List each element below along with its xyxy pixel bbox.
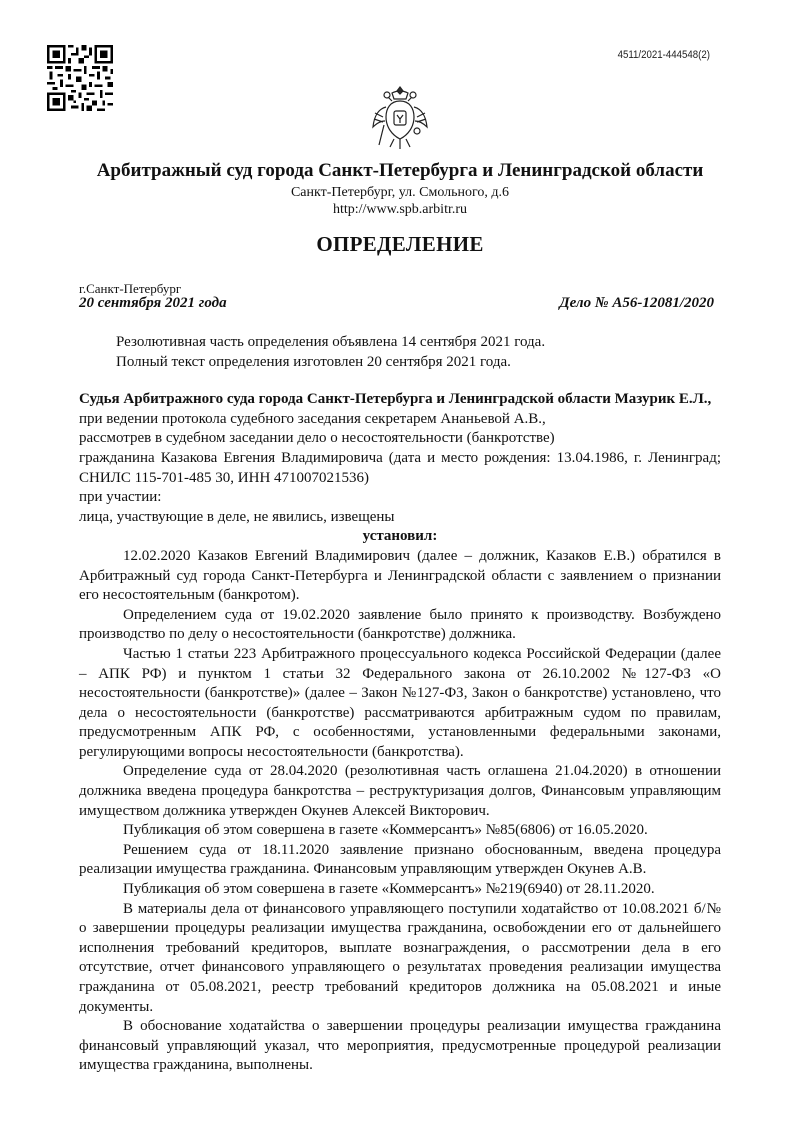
full-text-prepared: Полный текст определения изготовлен 20 сентября 2021 года. (116, 353, 511, 370)
secretary-line: при ведении протокола судебного заседания секретарем Ананьевой А.В., (79, 410, 546, 427)
russian-coat-of-arms-icon (370, 83, 430, 153)
court-url[interactable]: http://www.spb.arbitr.ru (332, 202, 468, 217)
paragraph: Решением суда от 18.11.2020 заявление признано обоснованным, введена процедура реализации имущества гражданина. Финансовым управляющим утвержден Окунев А.В. (79, 841, 721, 878)
judge-line: Судья Арбитражного суда города Санкт-Петербурга и Ленинградской области Мазурик Е.Л., (79, 391, 712, 408)
paragraph: 12.02.2020 Казаков Евгений Владимирович (далее – должник, Казаков Е.В.) обратился в Арбитражный суд города Санкт-Петербурга и Ленинградской области с заявлением о признании его несостоятельным (банкротом). (79, 547, 721, 604)
paragraph: Публикация об этом совершена в газете «Коммерсантъ» №85(6806) от 16.05.2020. (123, 822, 648, 839)
document-number: 4511/2021-444548(2) (617, 49, 710, 61)
resolution-announced: Резолютивная часть определения объявлена 14 сентября 2021 года. (116, 334, 546, 350)
paragraph: Определение суда от 28.04.2020 (резолютивная часть оглашена 21.04.2020) в отношении должника введена процедура банкротства – реструктуризация долгов, Финансовым управляющим имуществом должника утвержден Окунев Алексей Викторович. (79, 763, 721, 819)
established-heading: установил: (362, 528, 438, 545)
document-body (79, 333, 721, 1076)
debtor-line: гражданина Казакова Евгения Владимировича (дата и место рождения: 13.04.1986, г. Ленинград; СНИЛС 115-701-485 30, ИНН 471007021536) (79, 449, 721, 486)
qr-code-icon (47, 45, 113, 111)
document-title: ОПРЕДЕЛЕНИЕ (316, 232, 484, 256)
document-date: 20 сентября 2021 года (79, 295, 227, 311)
participation-label: при участии: (79, 489, 162, 506)
case-number: Дело № А56-12081/2020 (559, 295, 714, 311)
document-city: г.Санкт-Петербург (79, 281, 182, 296)
considered-line: рассмотрев в судебном заседании дело о несостоятельности (банкротстве) (79, 430, 555, 447)
paragraph: Частью 1 статьи 223 Арбитражного процессуального кодекса Российской Федерации (далее – АПК РФ) и пунктом 1 статьи 32 Федерального закона от 26.10.2002 №127-ФЗ «О несостоятельности (банкротстве)» (далее – Закон №127-ФЗ, Закон о банкротстве) установлено, что дела о несостоятельности (банкротстве) рассматриваются арбитражным судом по правилам, предусмотренным АПК РФ, с особенностями, установленными федеральными законами, регулирующими вопросы несостоятельности (банкротства). (79, 645, 721, 760)
paragraph: Определением суда от 19.02.2020 заявление было принято к производству. Возбуждено производство по делу о несостоятельности (банкротстве) должника. (79, 606, 721, 643)
paragraph: В материалы дела от финансового управляющего поступили ходатайство от 10.08.2021 б/№ о завершении процедуры реализации имущества гражданина, освобождении его от дальнейшего исполнения требований кредиторов, выплате вознаграждения, о рассмотрении дела в его отсутствие, отчет финансового управляющего о результатах проведения реализации имущества гражданина от 05.08.2021, реестр требований кредиторов должника на 05.08.2021 и иные документы. (79, 900, 721, 1015)
court-name: Арбитражный суд города Санкт-Петербурга и Ленинградской области (96, 160, 704, 181)
participation-line: лица, участвующие в деле, не явились, извещены (79, 508, 395, 525)
court-address: Санкт-Петербург, ул. Смольного, д.6 (290, 185, 510, 200)
paragraph: Публикация об этом совершена в газете «Коммерсантъ» №219(6940) от 28.11.2020. (123, 881, 655, 898)
paragraph: В обоснование ходатайства о завершении процедуры реализации имущества гражданина финансовый управляющий указал, что мероприятия, предусмотренные процедурой реализации имущества гражданина, выполнены. (79, 1018, 721, 1074)
